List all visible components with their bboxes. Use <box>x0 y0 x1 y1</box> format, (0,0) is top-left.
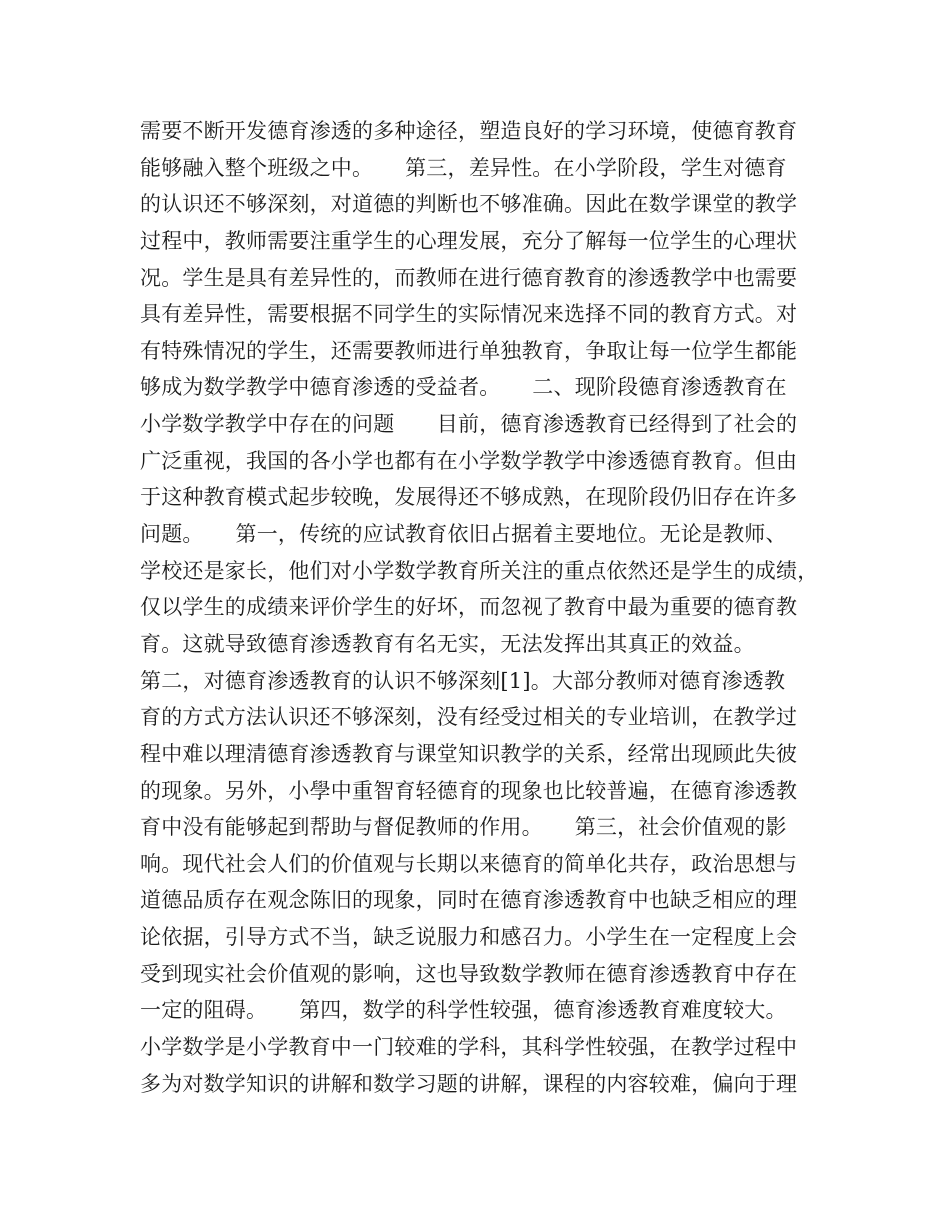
text-line: 的认识还不够深刻，对道德的判断也不够准确。因此在数学课堂的教学 <box>140 192 798 217</box>
text-line: 道德品质存在观念陈旧的现象，同时在德育渗透教育中也缺乏相应的理 <box>140 888 798 913</box>
text-line: 具有差异性，需要根据不同学生的实际情况来选择不同的教育方式。对 <box>140 302 798 327</box>
text-line: 况。学生是具有差异性的，而教师在进行德育教育的渗透教学中也需要 <box>140 265 798 290</box>
text-line: 问题。 第一，传统的应试教育依旧占据着主要地位。无论是教师、 <box>140 522 787 547</box>
text-line: 育中没有能够起到帮助与督促教师的作用。 第三，社会价值观的影 <box>140 815 787 840</box>
text-line: 小学数学教学中存在的问题 目前，德育渗透教育已经得到了社会的 <box>140 412 798 437</box>
text-line: 响。现代社会人们的价值观与长期以来德育的简单化共存，政治思想与 <box>140 851 798 876</box>
text-line: 广泛重视，我国的各小学也都有在小学数学教学中渗透德育教育。但由 <box>140 448 798 473</box>
text-line: 一定的阻碍。 第四，数学的科学性较强，德育渗透教育难度较大。 <box>140 998 787 1023</box>
text-line: 的现象。另外，小學中重智育轻德育的现象也比较普遍，在德育渗透教 <box>140 778 798 803</box>
text-line: 论依据，引导方式不当，缺乏说服力和感召力。小学生在一定程度上会 <box>140 925 798 950</box>
text-line: 程中难以理清德育渗透教育与课堂知识教学的关系，经常出现顾此失彼 <box>140 741 798 766</box>
text-line: 育的方式方法认识还不够深刻，没有经受过相关的专业培训，在教学过 <box>140 705 798 730</box>
text-line: 仅以学生的成绩来评价学生的好坏，而忽视了教育中最为重要的德育教 <box>140 595 798 620</box>
text-line: 育。这就导致德育渗透教育有名无实，无法发挥出其真正的效益。 <box>140 631 787 656</box>
text-line: 受到现实社会价值观的影响，这也导致数学教师在德育渗透教育中存在 <box>140 961 798 986</box>
body-text <box>140 113 840 1102</box>
text-line: 小学数学是小学教育中一门较难的学科，其科学性较强，在教学过程中 <box>140 1035 798 1060</box>
text-line: 于这种教育模式起步较晚，发展得还不够成熟，在现阶段仍旧存在许多 <box>140 485 798 510</box>
text-line: 够成为数学教学中德育渗透的受益者。 二、现阶段德育渗透教育在 <box>140 375 787 400</box>
text-line: 第二，对德育渗透教育的认识不够深刻[1]。大部分教师对德育渗透教 <box>140 668 786 693</box>
text-line: 学校还是家长，他们对小学数学教育所关注的重点依然还是学生的成绩， <box>140 558 819 583</box>
text-line: 多为对数学知识的讲解和数学习题的讲解，课程的内容较难，偏向于理 <box>140 1071 798 1096</box>
text-line: 需要不断开发德育渗透的多种途径，塑造良好的学习环境，使德育教育 <box>140 119 798 143</box>
text-line: 有特殊情况的学生，还需要教师进行单独教育，争取让每一位学生都能 <box>140 338 798 363</box>
text-line: 过程中，教师需要注重学生的心理发展，充分了解每一位学生的心理状 <box>140 228 798 253</box>
text-line: 能够融入整个班级之中。 第三，差异性。在小学阶段，学生对德育 <box>140 155 787 180</box>
